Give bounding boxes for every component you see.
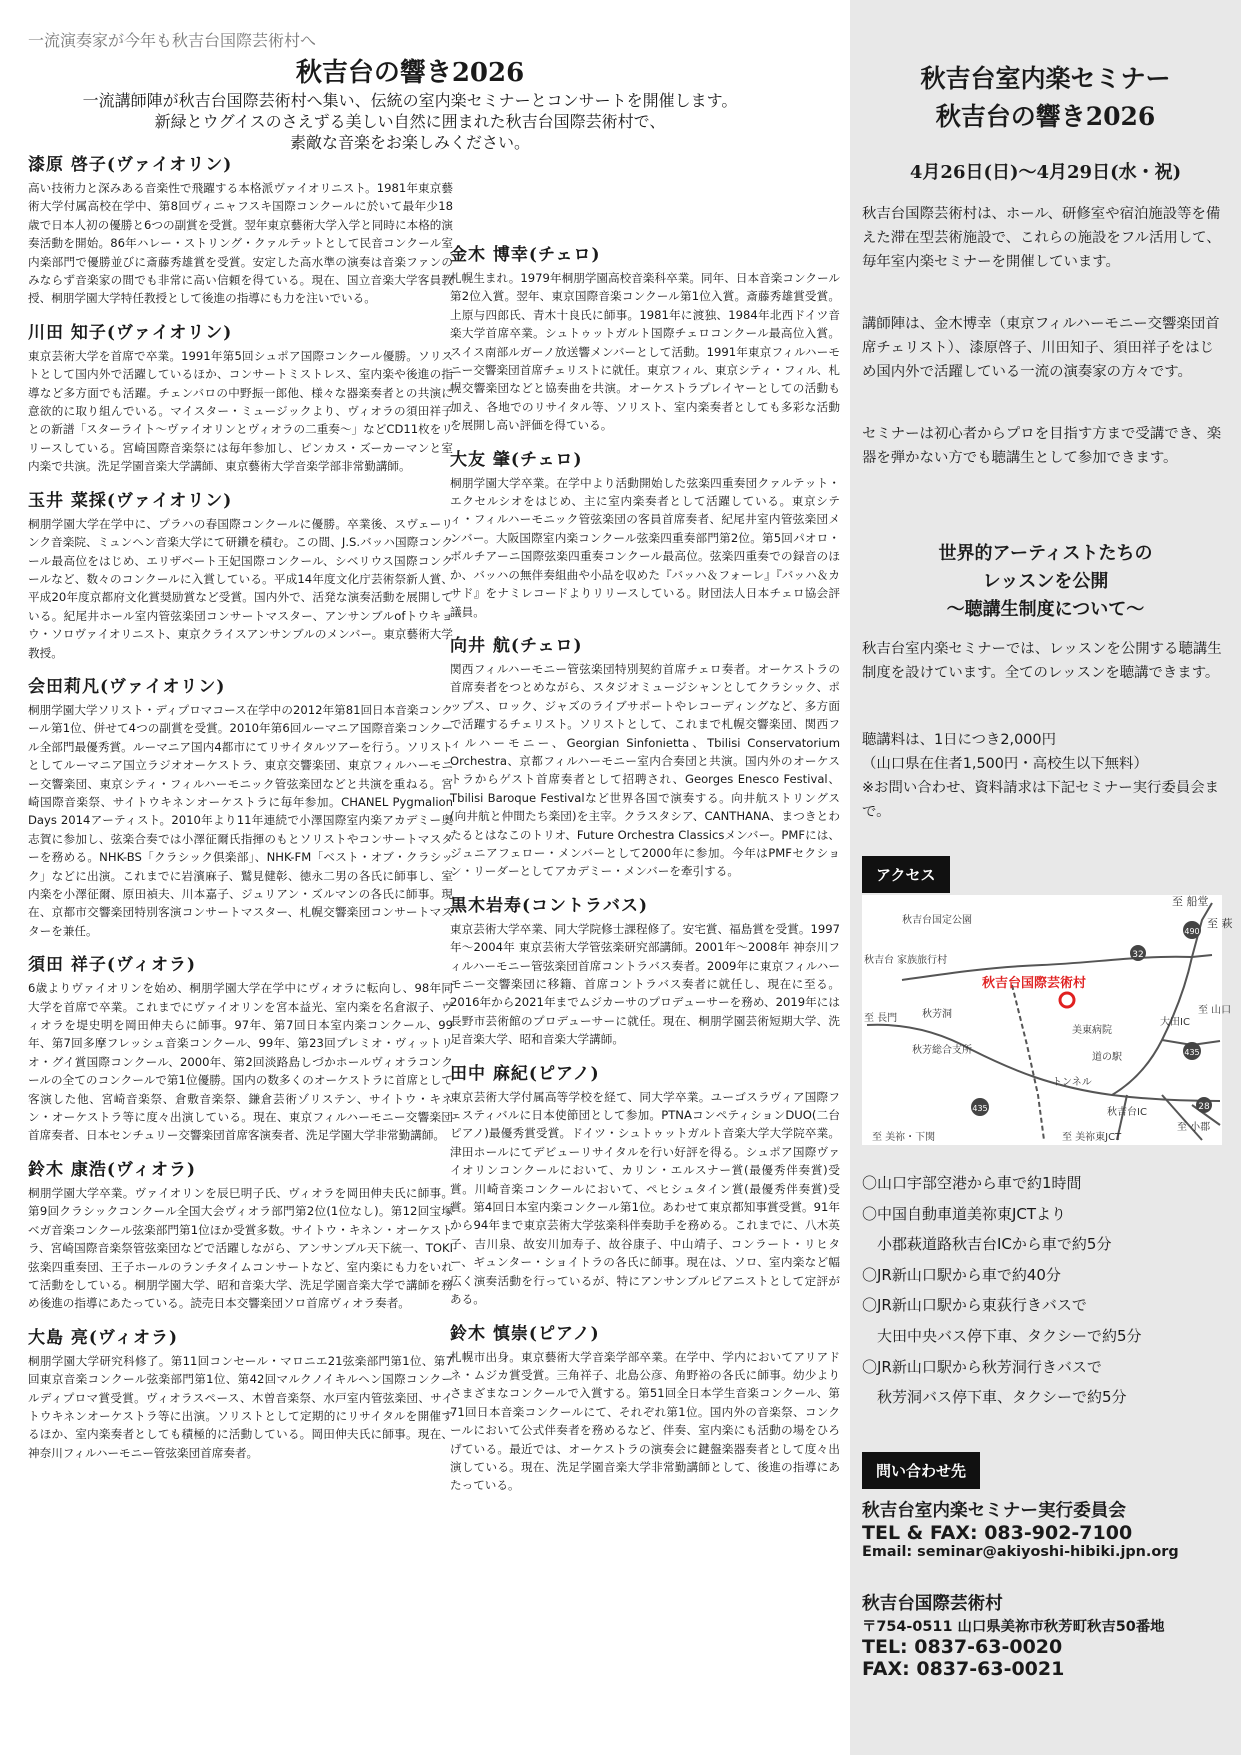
kicker-text: 一流演奏家が今年も秋吉台国際芸術村へ bbox=[28, 31, 317, 50]
venue-fax: FAX: 0837-63-0021 bbox=[862, 1658, 1065, 1680]
artist-bio: 東京芸術大学を首席で卒業。1991年第5回シュポア国際コンクール優勝。ソリストとして国内外で活躍しているほか、コンサートミストレス、室内楽や後進の指導など多方面でも活躍。チェンバロの中野振一郎他、様々な器楽奏者との共演に意欲的に取り組んでいる。マイスター・ミュージックより、ヴィオラの須田祥子との新譜「スターライト～ヴァイオリンとヴィオラの二重奏～」などCD11枚をリリースしている。宮崎国際音楽祭には毎年参加し、ピンカス・ズーカーマンと室内楽で共演。洗足学園音楽大学講師、東京藝術大学音楽学部非常勤講師。 bbox=[28, 348, 453, 474]
artist-bio: 桐朋学園大学在学中に、プラハの春国際コンクールに優勝。卒業後、スヴェーリンク音楽院、ミュンヘン音楽大学にて研鑽を積む。この間、J.S.バッハ国際コンクール最高位をはじめ、エリザベート王妃国際コンクール、シベリウス国際コンクールなど、数々のコンクールに入賞している。平成14年度文化庁芸術祭新人賞、平成20年度京都府文化賞奨励賞など受賞。国内外で、活発な演奏活動を展開している。紀尾井ホール室内管弦楽団コンサートマスター、アンサンブルofトウキョウ・ソロヴァイオリニスト、東京クライスアンサンブルのメンバー。東京藝術大学教授。 bbox=[28, 516, 453, 660]
auditor-description: 秋吉台室内楽セミナーでは、レッスンを公開する聴講生制度を設けています。全てのレッスンを聴講できます。 bbox=[862, 641, 1222, 681]
event-title bbox=[850, 60, 1241, 136]
fee-line: ※お問い合わせ、資料請求は下記セミナー実行委員会まで。 bbox=[862, 780, 1220, 820]
artist-name: 鈴木 慎崇(ピアノ) bbox=[450, 1323, 600, 1344]
profiles-column-2 bbox=[450, 240, 840, 1505]
artist-profile bbox=[28, 950, 453, 1145]
contact-venue bbox=[862, 1590, 1232, 1680]
access-item: 小郡萩道路秋吉台ICから車で約5分 bbox=[862, 1235, 1112, 1254]
venue-marker bbox=[1060, 993, 1074, 1007]
intro-line: 素敵な音楽をお楽しみください。 bbox=[289, 133, 530, 152]
access-item: 大田中央バス停下車、タクシーで約5分 bbox=[862, 1326, 1142, 1345]
access-item: 〇中国自動車道美祢東JCTより bbox=[862, 1204, 1067, 1223]
artist-bio: 桐朋学園大学ソリスト・ディプロマコース在学中の2012年第81回日本音楽コンクール第1位、併せて4つの副賞を受賞。2010年第6回ルーマニア国際音楽コンクール全部門最優秀賞。ルーマニア国内4都市にてリサイタルツアーを行う。ソリストとしてルーマニア国立ラジオオーケストラ、東京交響楽団、東京フィルハーモニー交響楽団、東京シティ・フィルハーモニック管弦楽団などと共演を重ねる。宮崎国際音楽祭、サイトウキネンオーケストラに毎年参加。CHANEL Pygmalion Days 2014アーティスト。2010年より11年連続で小澤国際室内楽アカデミー奥志賀に参加し、弦楽合奏では小澤征爾氏指揮のもとソリストやコンサートマスターを務める。NHK-BS「クラシック倶楽部」、NHK-FM「ベスト・オブ・クラシック」などに出演。これまでに岩濱麻子、鷲見健彰、徳永二男の各氏に師事し、室内楽を小澤征爾、原田禎夫、川本嘉子、ジュリアン・ズルマンの各氏に師事。現在、京都市交響楽団特別客演コンサートマスター、札幌交響楽団コンサートマスターを兼任。 bbox=[28, 702, 453, 938]
access-item: 秋芳洞バス停下車、タクシーで約5分 bbox=[862, 1388, 1127, 1407]
artist-bio: 東京芸術大学付属高等学校を経て、同大学卒業。ユーゴスラヴィア国際フェスティバルに日本使節団として参加。PTNAコンペティションDUO(二台ピアノ)最優秀賞受賞。ドイツ・シュトゥットガルト音楽大学大学院卒業。津田ホールにてデビューリサイタルを行い好評を得る。シュポア国際ヴァイオリンコンクールにおいて、カリン・エルスナー賞(最優秀伴奏賞)受賞。川崎音楽コンクールにおいて、ペヒシュタイン賞(最優秀伴奏賞)受賞。第4回日本室内楽コンクール第1位。あわせて東京都知事賞受賞。91年から94年まで東京芸術大学弦楽科伴奏助手を務める。これまでに、八木英子、吉川泉、故安川加寿子、故谷康子、中山靖子、コンラート・リヒター、ギュンター・ショイトラの各氏に師事。現在は、ソロ、室内楽など幅広く演奏活動を行っているが、特にアンサンブルピアニストとして定評がある。 bbox=[450, 1089, 840, 1307]
artist-profile bbox=[28, 318, 453, 476]
artist-profile bbox=[28, 486, 453, 662]
artist-bio: 札幌生まれ。1979年桐朋学園高校音楽科卒業。同年、日本音楽コンクール第2位入賞。翌年、東京国際音楽コンクール第1位入賞。斎藤秀雄賞受賞。上原与四郎氏、青木十良氏に師事。1981年に渡独、1984年北西ドイツ音楽大学首席卒業。シュトゥットガルト国際チェロコンクール最高位入賞。スイス南部ルガーノ放送響メンバーとして活動。1991年東京フィルハーモニー交響楽団首席チェリストに就任。東京フィル、東京シティ・フィル、札幌交響楽団などと協奏曲を共演。オーケストラプレイヤーとしての活動も加え、各地でのリサイタル等、ソリスト、室内楽奏者としても多彩な活動を展開し高い評価を得ている。 bbox=[450, 271, 840, 433]
map-label: 道の駅 bbox=[1092, 1052, 1122, 1063]
map-label: 美東病院 bbox=[1072, 1025, 1112, 1036]
venue-address: 〒754-0511 山口県美祢市秋芳町秋吉50番地 bbox=[862, 1619, 1165, 1635]
venue-phone: TEL: 0837-63-0020 bbox=[862, 1636, 1063, 1658]
map-label: 秋吉台IC bbox=[1107, 1107, 1147, 1118]
artist-profile bbox=[450, 1059, 840, 1309]
map-label: 至 長門 bbox=[864, 1013, 898, 1024]
map-label: 秋芳総合支所 bbox=[912, 1045, 972, 1056]
route-number: 435 bbox=[972, 1104, 988, 1113]
artist-profile bbox=[450, 445, 840, 621]
instructors-description: 講師陣は、金木博幸（東京フィルハーモニー交響楽団首席チェリスト）、漆原啓子、川田知子、須田祥子をはじめ国内外で活躍している一流の演奏家の方々です。 bbox=[862, 316, 1220, 380]
intro-text bbox=[0, 90, 820, 153]
artist-bio: 関西フィルハーモニー管弦楽団特別契約首席チェロ奏者。オーケストラの首席奏者をつとめながら、スタジオミュージシャンとしてクラシック、ポップス、ロック、ジャズのライブサポートやレコーディングなど、多方面で活躍するチェリスト。ソリストとして、これまで札幌交響楽団、関西フィルハーモニー、Georgian Sinfonietta、Tbilisi Conservatorium Orchestra、京都フィルハーモニー室内合奏団と共演。国内外のオーケストラからゲスト首席奏者として招聘され、Georges Enesco Festival、Tbilisi Baroque Festivalなど世界各国で演奏する。向井航ストリングス(向井航と仲間たち楽団)を主宰。クラスタシア、CANTHANA、まつきとわたるとはなこのトリオ、Future Orchestra Classicsメンバー。PMFには、ジュニアフェロー・メンバーとして2000年に参加。今年はPMFセクション・リーダーとしてアカデミー・メンバーを牽引する。 bbox=[450, 661, 840, 879]
event-dates: 4月26日(日)～4月29日(水・祝) bbox=[909, 162, 1182, 183]
map-road bbox=[867, 1025, 1220, 1101]
route-number: 32 bbox=[1132, 950, 1144, 960]
artist-profile bbox=[28, 1155, 453, 1313]
artist-profile bbox=[28, 1323, 453, 1462]
fee-line: （山口県在住者1,500円・高校生以下無料） bbox=[862, 756, 1148, 772]
intro-line: 新緑とウグイスのさえずる美しい自然に囲まれた秋吉台国際芸術村で、 bbox=[154, 112, 666, 131]
profiles-column-1 bbox=[28, 150, 453, 1472]
artist-bio: 6歳よりヴァイオリンを始め、桐朋学園大学在学中にヴィオラに転向し、98年同大学を首席で卒業。これまでにヴァイオリンを宮本益光、室内楽を名倉淑子、ヴィオラを堤史明を岡田伸夫らに師事。97年、第7回日本室内楽コンクール、99年、第7回多摩フレッシュ音楽コンクール、99年、第23回プレミオ・ヴィットリオ・グイ賞国際コンクール、2000年、第2回淡路島しづかホールヴィオラコンクールの全てのコンクールで第1位優勝。国内の数多くのオーケストラに首席として客演した他、宮崎音楽祭、倉敷音楽祭、鎌倉芸術ゾリステン、サイトウ・キネン・オーケストラ等に度々出演している。現在、東京フィルハーモニー交響楽団首席奏者、日本センチュリー交響楽団首席客演奏者、洗足学園大学非常勤講師。 bbox=[28, 981, 453, 1143]
contact-label: 問い合わせ先 bbox=[862, 1452, 980, 1489]
artist-name: 玉井 菜採(ヴァイオリン) bbox=[28, 490, 233, 511]
artist-profile bbox=[450, 240, 840, 435]
artist-name: 金木 博幸(チェロ) bbox=[450, 245, 601, 265]
map-label: 至 美祢・下関 bbox=[872, 1132, 936, 1143]
access-label: アクセス bbox=[862, 856, 950, 893]
fee-info bbox=[862, 728, 1224, 824]
venue-description: 秋吉台国際芸術村は、ホール、研修室や宿泊施設等を備えた滞在型芸術施設で、これらの施設をフル活用して、毎年室内楽セミナーを開催しています。 bbox=[862, 206, 1221, 270]
access-item: 〇JR新山口駅から秋芳洞行きバスで bbox=[862, 1357, 1102, 1376]
artist-name: 須田 祥子(ヴィオラ) bbox=[28, 955, 196, 976]
artist-bio: 高い技術力と深みある音楽性で飛躍する本格派ヴァイオリニスト。1981年東京藝術大学付属高校在学中、第8回ヴィニャフスキ国際コンクールに於いて最年少18歳で日本人初の優勝と6つの副賞を受賞。翌年東京藝術大学入学と同時に本格的演奏活動を開始。86年ハレー・ストリング・クァルテットとして民音コンクール室内楽部門で優勝並びに斎藤秀雄賞を受賞。安定した高水準の演奏は音楽ファンのみならず音楽家の間でも非常に高い信頼を得ている。現在、国立音楽大学客員教授、桐朋学園大学特任教授として後進の指導にも力を注いでいる。 bbox=[28, 181, 453, 306]
organizer-name: 秋吉台室内楽セミナー実行委員会 bbox=[862, 1501, 1126, 1521]
page-title: 秋吉台の響き2026 bbox=[295, 58, 525, 88]
artist-profile bbox=[450, 891, 840, 1049]
intro-line: 一流講師陣が秋吉台国際芸術村へ集い、伝統の室内楽セミナーとコンサートを開催します。 bbox=[82, 91, 738, 110]
venue-name: 秋吉台国際芸術村 bbox=[862, 1594, 1003, 1614]
map-label: 至 美祢東JCT bbox=[1062, 1132, 1122, 1143]
seminar-description: セミナーは初心者からプロを目指す方まで受講でき、楽器を弾かない方でも聴講生として参加できます。 bbox=[862, 426, 1222, 466]
map-label: 大田IC bbox=[1160, 1017, 1190, 1028]
organizer-phone: TEL & FAX: 083-902-7100 bbox=[862, 1522, 1133, 1544]
route-number: 435 bbox=[1184, 1048, 1200, 1057]
access-item: 〇JR新山口駅から東荻行きバスで bbox=[862, 1296, 1087, 1315]
artist-profile bbox=[450, 1319, 840, 1495]
access-item: 〇JR新山口駅から車で約40分 bbox=[862, 1265, 1061, 1284]
artist-profile bbox=[28, 150, 453, 308]
event-title-line: 秋吉台の響き2026 bbox=[935, 102, 1156, 131]
map-label-venue: 秋吉台国際芸術村 bbox=[982, 976, 1087, 991]
organizer-email[interactable]: Email: seminar@akiyoshi-hibiki.jpn.org bbox=[862, 1544, 1179, 1560]
artist-name: 田中 麻紀(ピアノ) bbox=[450, 1063, 600, 1084]
artist-bio: 桐朋学園大学研究科修了。第11回コンセール・マロニエ21弦楽部門第1位、第7回東京音楽コンクール弦楽部門第1位、第42回マルクノイキルヘン国際コンクールディプロマ賞受賞。ヴィオラスペース、木曽音楽祭、水戸室内管弦楽団、サイトウキネンオーケストラ等に出演。ソリストとして定期的にリサイタルを開催するほか、室内楽奏者としても積極的に活動している。岡田伸夫氏に師事。現在、神奈川フィルハーモニー管弦楽団首席奏者。 bbox=[28, 1353, 453, 1460]
map-graphic bbox=[862, 895, 1233, 1145]
artist-name: 鈴木 康浩(ヴィオラ) bbox=[28, 1159, 196, 1180]
artist-name: 大島 亮(ヴィオラ) bbox=[28, 1327, 178, 1348]
map-label: 至 船堂 bbox=[1172, 895, 1209, 908]
access-item: 〇山口宇部空港から車で約1時間 bbox=[862, 1174, 1082, 1192]
artist-profile bbox=[450, 631, 840, 881]
map-label: 至 山口 bbox=[1198, 1005, 1232, 1016]
artist-name: 黒木岩寿(コントラバス) bbox=[450, 895, 649, 916]
map-road bbox=[1012, 985, 1044, 1140]
artist-name: 川田 知子(ヴァイオリン) bbox=[28, 322, 233, 343]
artist-bio: 東京芸術大学卒業、同大学院修士課程修了。安宅賞、福島賞を受賞。1997年～2004年 東京芸術大学管弦楽研究部講師。2001年～2008年 神奈川フィルハーモニー管弦楽団首席コントラバス奏者。2009年に東京フィルハーモニー交響楽団に移籍、首席コントラバス奏者に就任し、現在に至る。2016年から2021年までムジカーサのプロデューサーを務め、2019年には長野市芸術館のプロデューサーに就任。現在、桐朋学園芸術短期大学、洗足音楽大学、昭和音楽大学講師。 bbox=[450, 921, 840, 1047]
auditor-heading bbox=[850, 540, 1241, 624]
artist-name: 漆原 啓子(ヴァイオリン) bbox=[28, 155, 233, 175]
artist-name: 会田莉凡(ヴァイオリン) bbox=[28, 676, 226, 697]
access-map bbox=[862, 895, 1233, 1145]
route-number: 28 bbox=[1198, 1102, 1210, 1112]
artist-bio: 桐朋学園大学卒業。ヴァイオリンを辰巳明子氏、ヴィオラを岡田伸夫氏に師事。第9回クラシックコンクール全国大会ヴィオラ部門第2位(1位なし)。第12回宝塚ベガ音楽コンクール弦楽部門第1位ほか受賞多数。サイトウ・キネン・オーケストラ、宮崎国際音楽祭管弦楽団などで活躍しながら、アンサンブル天下統一、TOKI弦楽四重奏団、王子ホールのランチタイムコンサートなど、室内楽にも力をいれて活動をしている。桐朋学園大学、昭和音楽大学、洗足学園音楽大学で講師を務め後進の指導にあたっている。読売日本交響楽団ソロ首席ヴィオラ奏者。 bbox=[28, 1185, 453, 1311]
map-label: 至 小郡 bbox=[1177, 1122, 1211, 1133]
map-label: 秋芳洞 bbox=[922, 1009, 952, 1020]
event-title-line: 秋吉台室内楽セミナー bbox=[920, 64, 1171, 93]
access-directions bbox=[862, 1168, 1232, 1413]
auditor-heading-line: ～聴講生制度について～ bbox=[946, 599, 1145, 620]
map-label: 秋吉台 家族旅行村 bbox=[864, 955, 948, 966]
map-label: トンネル bbox=[1052, 1077, 1092, 1088]
artist-bio: 桐朋学園大学卒業。在学中より活動開始した弦楽四重奏団クァルテット・エクセルシオをはじめ、主に室内楽奏者として活躍している。東京シティ・フィルハーモニック管弦楽団の客員首席奏者、紀尾井室内管弦楽団メンバー。大阪国際室内楽コンクール弦楽四重奏部門第2位。第5回パオロ・ボルチアーニ国際弦楽四重奏コンクール最高位。弦楽四重奏での録音のほか、バッハの無伴奏組曲や小品を収めた『バッハ＆フォーレ』『バッハ＆カサド』をナミレコードよりリリースしている。財団法人日本チェロ協会評議員。 bbox=[450, 475, 840, 619]
auditor-heading-line: 世界的アーティストたちの bbox=[938, 543, 1153, 564]
artist-name: 大友 肇(チェロ) bbox=[450, 449, 583, 470]
contact-organizer bbox=[862, 1497, 1232, 1560]
artist-profile bbox=[28, 672, 453, 940]
map-label: 至 萩 bbox=[1207, 917, 1233, 930]
fee-line: 聴講料は、1日につき2,000円 bbox=[862, 732, 1056, 748]
map-label: 秋吉台国定公園 bbox=[902, 915, 972, 926]
artist-name: 向井 航(チェロ) bbox=[450, 635, 583, 656]
artist-bio: 札幌市出身。東京藝術大学音楽学部卒業。在学中、学内においてアリアドネ・ムジカ賞受賞。三角祥子、北島公彦、角野裕の各氏に師事。幼少よりさまざまなコンクールで入賞する。第51回全日本学生音楽コンクール、第71回日本音楽コンクールにて、それぞれ第1位。国内外の音楽祭、コンクールにおいて公式伴奏者を務めるなど、伴奏、室内楽にも活動の場をひろげている。最近では、オーケストラの演奏会に鍵盤楽器奏者として度々出演している。現在、洗足学園音楽大学非常勤講師として、後進の指導にあたっている。 bbox=[450, 1349, 840, 1493]
route-number: 490 bbox=[1184, 927, 1200, 936]
info-sidebar bbox=[850, 0, 1241, 1755]
auditor-heading-line: レッスンを公開 bbox=[982, 571, 1109, 592]
